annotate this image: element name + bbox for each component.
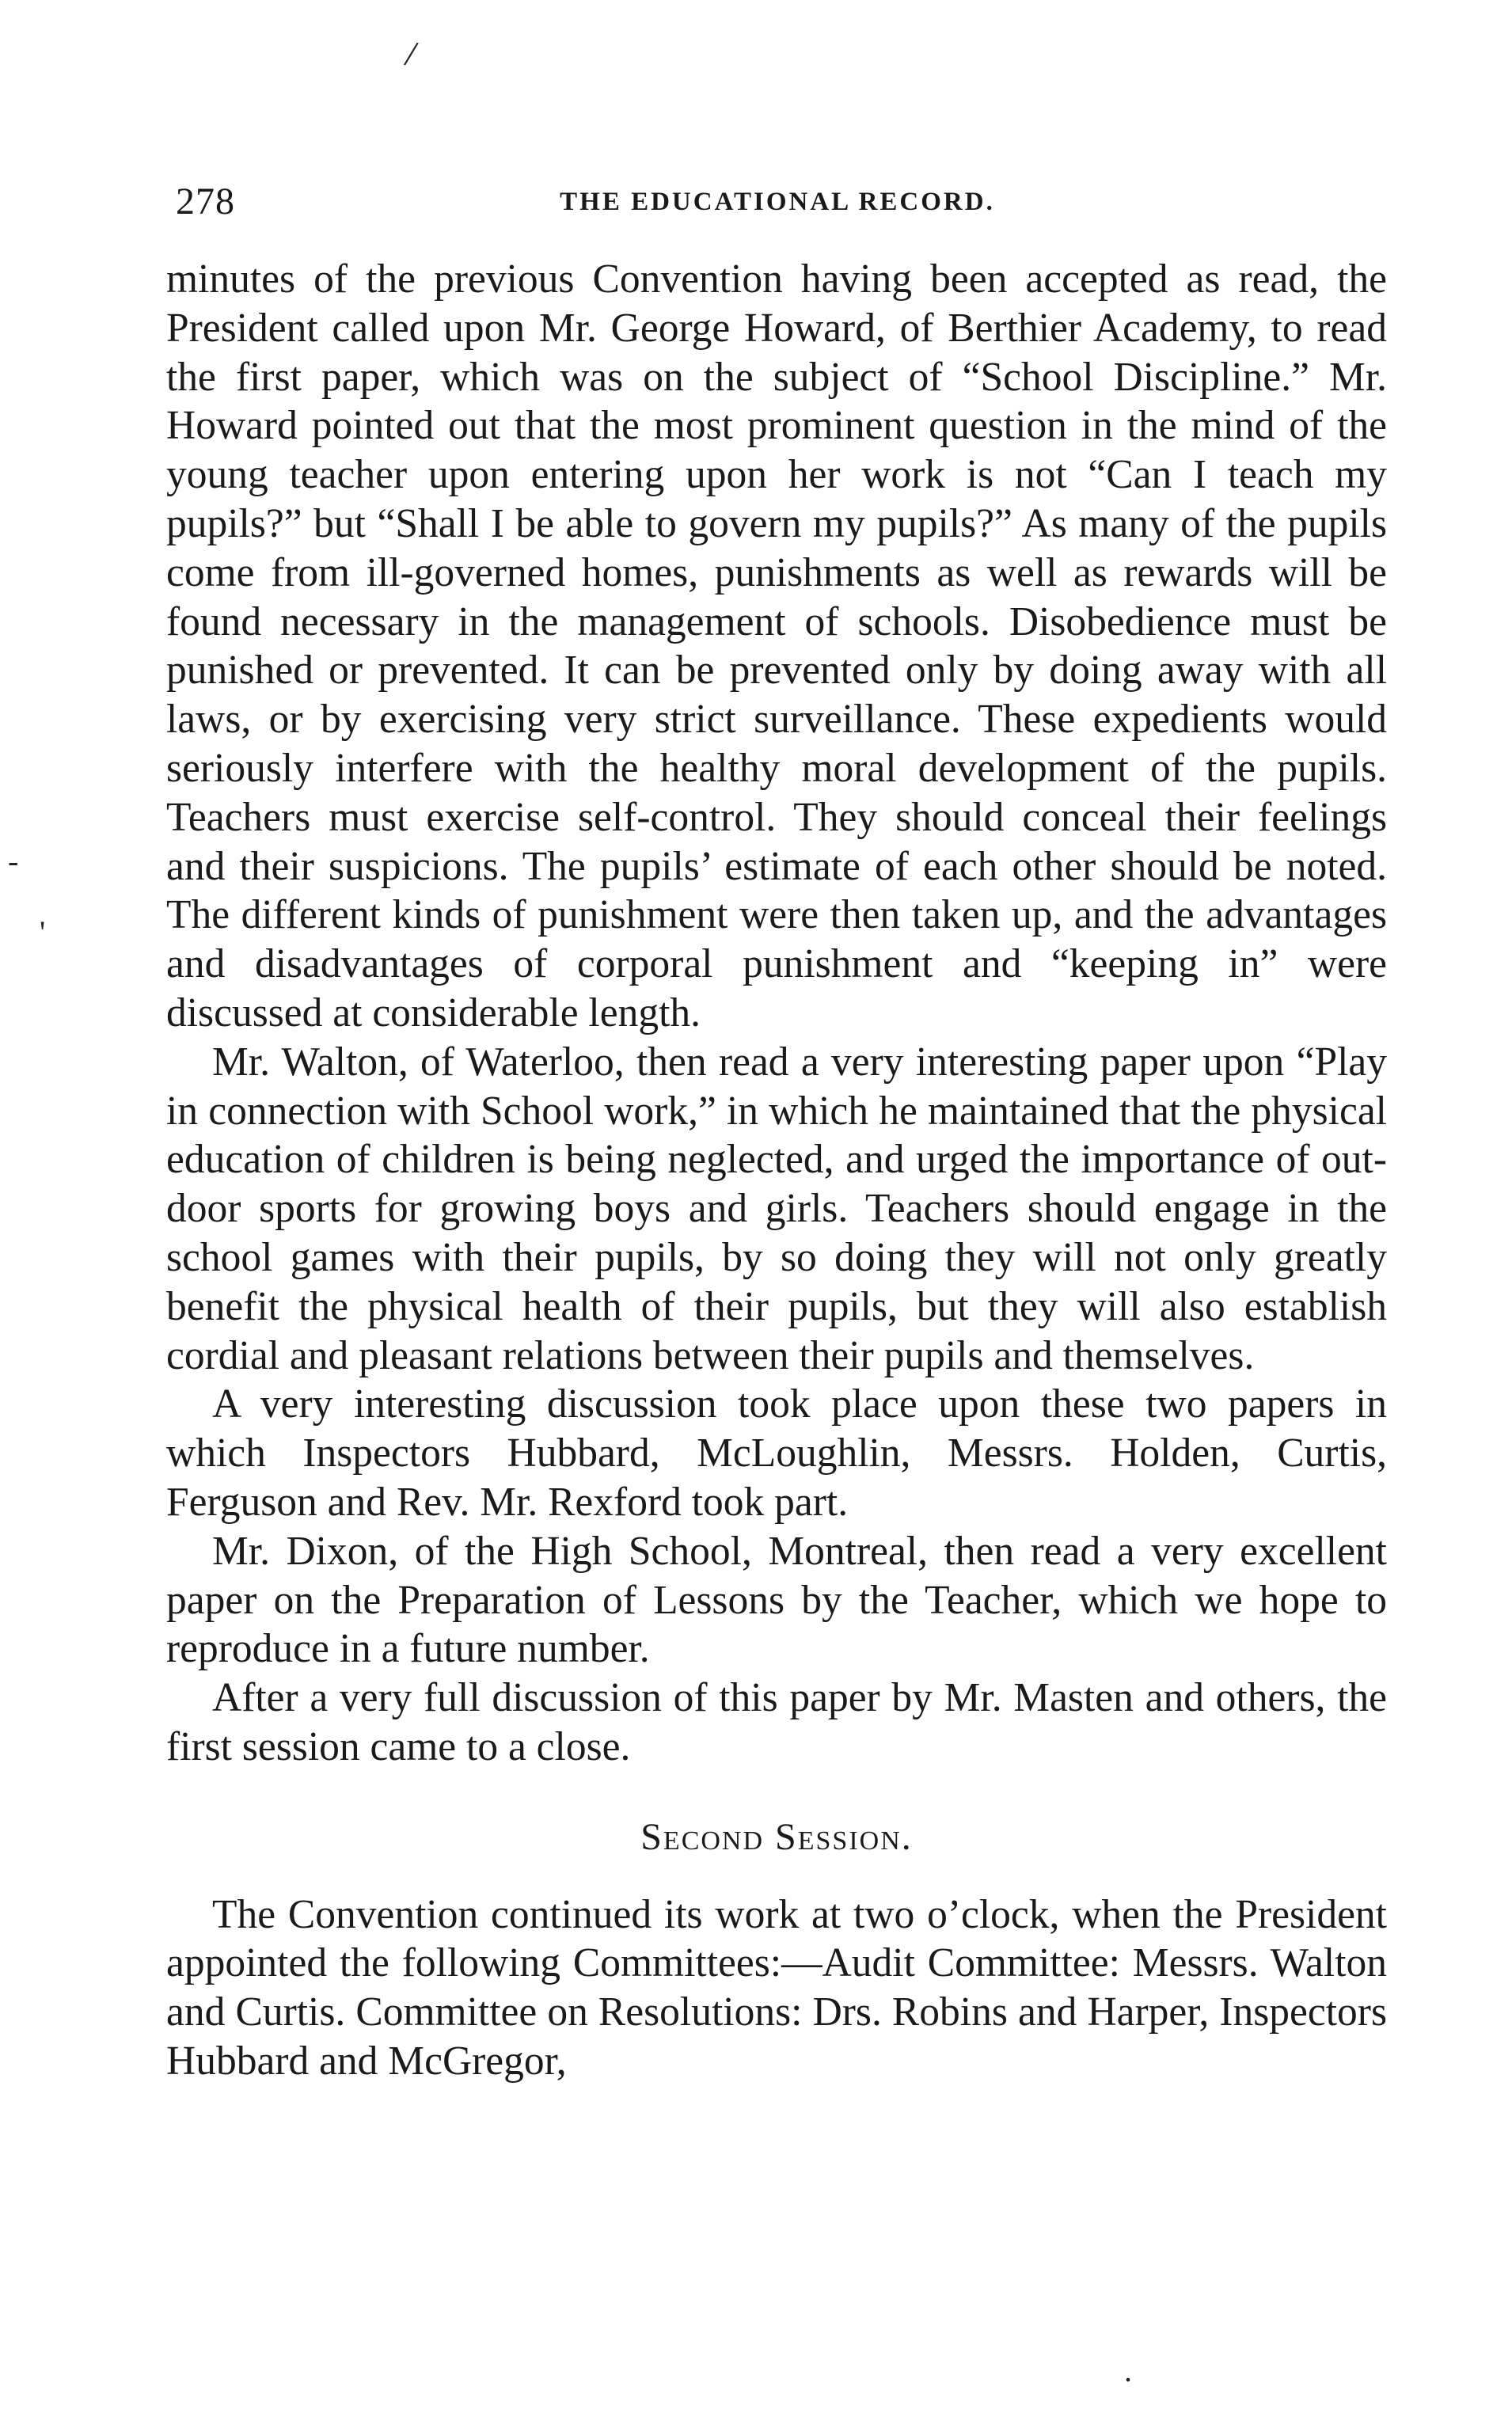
paragraph-second-session: The Convention continued its work at two o’clock, when the President appointed the following Committees:—Audit Committee: Messrs. Walton and Curtis. Committee on Resolutions: Drs. Robins and Harper, Inspectors Hubbard and McGregor,	[166, 1891, 1387, 2084]
paragraph-continued: minutes of the previous Convention having been accepted as read, the President called upon Mr. George Howard, of Berthier Academy, to read the first paper, which was on the subject of “School Discipline.” Mr. Howard pointed out that the most prominent question in the mind of the young teacher upon entering upon her work is not “Can I teach my pupils?” but “Shall I be able to govern my pupils?” As many of the pupils come from ill-governed homes, punishments as well as rewards will be found necessary in the management of schools. Disobedience must be punished or prevented. It can be prevented only by doing away with all laws, or by exercising very strict surveillance. These expedients would seriously interfere with the healthy moral development of the pupils. Teachers must exercise self-control. They should conceal their feelings and their suspicions. The pupils’ estimate of each other should be noted. The different kinds of punishment were then taken up, and the advantages and disadvantages of corporal punishment and “keeping in” were discussed at considerable length.	[166, 256, 1387, 1035]
page-number: 278	[176, 180, 235, 222]
running-title: THE EDUCATIONAL RECORD.	[560, 188, 995, 216]
stray-mark-left-lower: '	[40, 914, 46, 950]
stray-mark-top: /	[401, 32, 421, 74]
paragraph-discussion: A very interesting discussion took place upon these two papers in which Inspectors Hubbard, McLoughlin, Messrs. Holden, Curtis, Ferguson and Rev. Mr. Rexford took part.	[166, 1381, 1387, 1525]
paragraph-session-close: After a very full discussion of this paper by Mr. Masten and others, the first session came to a close.	[166, 1675, 1387, 1769]
body-text	[166, 255, 1387, 2086]
stray-mark-bottom: .	[1124, 2353, 1132, 2388]
stray-mark-left: -	[8, 843, 19, 879]
section-heading: Second Session.	[640, 1815, 913, 1858]
paragraph-dixon: Mr. Dixon, of the High School, Montreal, then read a very excellent paper on the Preparation of Lessons by the Teacher, which we hope to reproduce in a future number.	[166, 1528, 1387, 1672]
paragraph-walton: Mr. Walton, of Waterloo, then read a very interesting paper upon “Play in connection with School work,” in which he maintained that the physical education of children is being neglected, and urged the importance of out-door sports for growing boys and girls. Teachers should engage in the school games with their pupils, by so doing they will not only greatly benefit the physical health of their pupils, but they will also establish cordial and pleasant relations between their pupils and themselves.	[166, 1039, 1387, 1378]
page-header	[176, 174, 1379, 230]
